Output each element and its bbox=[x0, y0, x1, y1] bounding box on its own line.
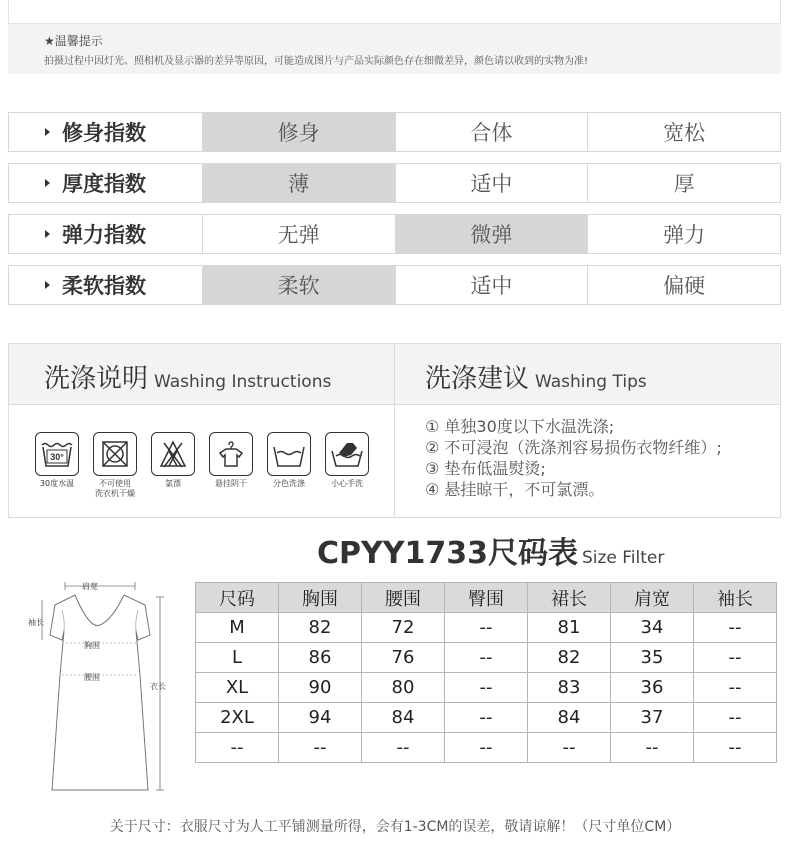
tip-3: ③ 垫布低温熨烫; bbox=[425, 459, 546, 478]
size-title-cn: CPYY1733尺码表 bbox=[317, 536, 578, 571]
size-cell: L bbox=[196, 643, 279, 673]
size-header-cell: 裙长 bbox=[528, 583, 611, 613]
washing-title-cn: 洗涤说明 bbox=[44, 364, 149, 394]
index-option: 厚 bbox=[587, 164, 780, 202]
separate-wash-icon bbox=[267, 432, 311, 476]
tips-title-cn: 洗涤建议 bbox=[425, 364, 530, 394]
diagram-length-label: 衣长 bbox=[150, 682, 166, 691]
size-cell: 82 bbox=[279, 613, 362, 643]
size-cell: -- bbox=[279, 733, 362, 763]
index-option: 适中 bbox=[395, 266, 588, 304]
hang-dry-label: 悬挂阴干 bbox=[215, 479, 247, 488]
index-option-selected: 微弹 bbox=[395, 215, 588, 253]
index-label bbox=[9, 164, 202, 202]
washing-tips-title bbox=[425, 358, 647, 395]
size-cell: -- bbox=[611, 733, 694, 763]
size-cell: 82 bbox=[528, 643, 611, 673]
index-option: 偏硬 bbox=[587, 266, 780, 304]
size-cell: -- bbox=[445, 613, 528, 643]
svg-text:30°: 30° bbox=[50, 452, 64, 462]
index-label bbox=[9, 215, 202, 253]
size-cell: 72 bbox=[362, 613, 445, 643]
tip-1: ① 单独30度以下水温洗涤; bbox=[425, 417, 615, 436]
index-option-selected: 修身 bbox=[202, 113, 395, 151]
triangle-bullet-icon bbox=[45, 128, 50, 136]
size-chart-title bbox=[317, 528, 664, 572]
diagram-chest-label: 胸围 bbox=[84, 641, 100, 650]
washing-tips-list bbox=[425, 416, 722, 500]
size-cell: 94 bbox=[279, 703, 362, 733]
size-cell: 2XL bbox=[196, 703, 279, 733]
size-header-cell: 尺码 bbox=[196, 583, 279, 613]
size-row bbox=[196, 673, 777, 703]
index-label-text: 柔软指数 bbox=[62, 274, 146, 298]
size-cell: -- bbox=[528, 733, 611, 763]
index-row bbox=[8, 112, 781, 152]
size-title-en: Size Filter bbox=[581, 548, 665, 568]
size-cell: 76 bbox=[362, 643, 445, 673]
index-label bbox=[9, 266, 202, 304]
index-option: 合体 bbox=[395, 113, 588, 151]
hand-wash-icon bbox=[325, 432, 369, 476]
no-machine-dry-label: 不可使用 洗衣机干燥 bbox=[95, 479, 135, 498]
size-row bbox=[196, 643, 777, 673]
size-cell: 35 bbox=[611, 643, 694, 673]
size-cell: -- bbox=[694, 643, 777, 673]
tips-title-en: Washing Tips bbox=[535, 372, 647, 392]
triangle-bullet-icon bbox=[45, 281, 50, 289]
hand-wash-label: 小心手洗 bbox=[331, 479, 363, 488]
index-option: 宽松 bbox=[587, 113, 780, 151]
index-label-text: 修身指数 bbox=[62, 121, 146, 145]
size-header-cell: 肩宽 bbox=[611, 583, 694, 613]
size-header-cell: 袖长 bbox=[694, 583, 777, 613]
size-cell: -- bbox=[694, 613, 777, 643]
size-cell: 36 bbox=[611, 673, 694, 703]
size-cell: -- bbox=[362, 733, 445, 763]
size-cell: -- bbox=[445, 673, 528, 703]
footer-note: 关于尺寸：衣服尺寸为人工平铺测量所得，会有1-3CM的误差，敬请谅解！（尺寸单位CM） bbox=[109, 819, 681, 835]
no-machine-dry-icon bbox=[93, 432, 137, 476]
diagram-shoulder-label: 肩宽 bbox=[82, 582, 98, 591]
tip-4: ④ 悬挂晾干，不可氯漂。 bbox=[425, 480, 605, 499]
size-table-header bbox=[196, 583, 777, 613]
size-header-cell: 胸围 bbox=[279, 583, 362, 613]
index-option-selected: 柔软 bbox=[202, 266, 395, 304]
size-cell: -- bbox=[196, 733, 279, 763]
index-label bbox=[9, 113, 202, 151]
size-cell: 80 bbox=[362, 673, 445, 703]
size-table bbox=[195, 582, 777, 763]
size-cell: -- bbox=[694, 733, 777, 763]
size-cell: XL bbox=[196, 673, 279, 703]
size-header-cell: 腰围 bbox=[362, 583, 445, 613]
size-row bbox=[196, 613, 777, 643]
size-cell: -- bbox=[694, 703, 777, 733]
size-cell: 84 bbox=[362, 703, 445, 733]
size-cell: 81 bbox=[528, 613, 611, 643]
size-cell: 84 bbox=[528, 703, 611, 733]
index-row bbox=[8, 163, 781, 203]
size-cell: 34 bbox=[611, 613, 694, 643]
hang-dry-icon bbox=[209, 432, 253, 476]
size-cell: -- bbox=[445, 703, 528, 733]
size-cell: 86 bbox=[279, 643, 362, 673]
top-frame bbox=[8, 0, 781, 24]
tip-2: ② 不可浸泡（洗涤剂容易损伤衣物纤维）; bbox=[425, 438, 722, 457]
wash-30-label: 30度水温 bbox=[39, 479, 75, 488]
no-bleach-icon bbox=[151, 432, 195, 476]
index-option-selected: 薄 bbox=[202, 164, 395, 202]
separate-wash-label: 分色洗涤 bbox=[273, 479, 305, 488]
diagram-waist-label: 腰围 bbox=[84, 673, 100, 682]
triangle-bullet-icon bbox=[45, 179, 50, 187]
size-row bbox=[196, 703, 777, 733]
size-cell: 90 bbox=[279, 673, 362, 703]
triangle-bullet-icon bbox=[45, 230, 50, 238]
index-row bbox=[8, 214, 781, 254]
index-option: 弹力 bbox=[587, 215, 780, 253]
size-cell: -- bbox=[445, 643, 528, 673]
size-cell: M bbox=[196, 613, 279, 643]
index-row bbox=[8, 265, 781, 305]
index-option: 无弹 bbox=[202, 215, 395, 253]
index-label-text: 厚度指数 bbox=[62, 172, 146, 196]
washing-title-en: Washing Instructions bbox=[154, 372, 332, 392]
no-bleach-label: 氯漂 bbox=[165, 479, 181, 488]
notice-text: 拍摄过程中因灯光、照相机及显示器的差异等原因，可能造成图片与产品实际颜色存在细微差异，颜色请以收到的实物为准! bbox=[44, 56, 589, 67]
size-cell: 83 bbox=[528, 673, 611, 703]
notice-title: ★温馨提示 bbox=[44, 34, 103, 48]
size-cell: -- bbox=[694, 673, 777, 703]
washing-instructions-title bbox=[44, 358, 331, 395]
wash-30-icon bbox=[35, 432, 79, 476]
index-label-text: 弹力指数 bbox=[62, 223, 146, 247]
size-cell: 37 bbox=[611, 703, 694, 733]
size-row bbox=[196, 733, 777, 763]
index-option: 适中 bbox=[395, 164, 588, 202]
size-header-cell: 臀围 bbox=[445, 583, 528, 613]
size-cell: -- bbox=[445, 733, 528, 763]
diagram-sleeve-label: 袖长 bbox=[28, 618, 44, 627]
